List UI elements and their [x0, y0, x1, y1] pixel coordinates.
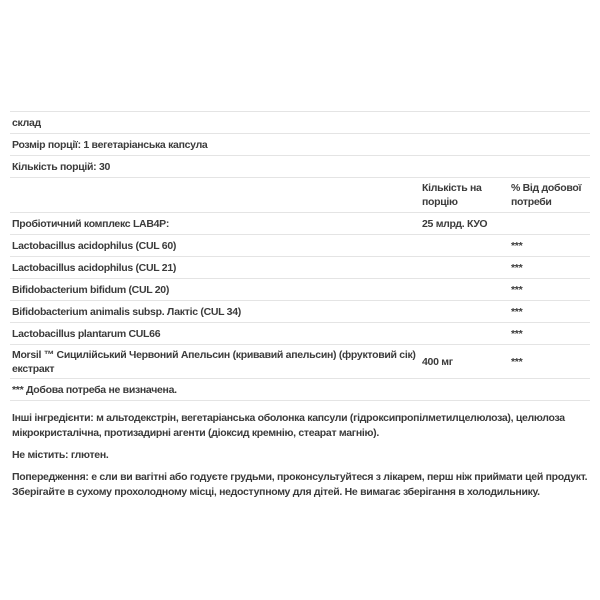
- nutrient-row: [10, 235, 590, 257]
- nutrient-dv: ***: [511, 327, 523, 340]
- table-row-serving-size: [10, 134, 590, 156]
- table-row-composition: [10, 112, 590, 134]
- nutrient-row: [10, 213, 590, 235]
- table-footnote-row: [10, 379, 590, 401]
- nutrient-dv: ***: [511, 355, 523, 368]
- does-not-contain-text: Не містить: глютен.: [12, 449, 109, 461]
- nutrient-dv: ***: [511, 283, 523, 296]
- nutrient-amount: 400 мг: [422, 355, 453, 368]
- nutrient-dv: ***: [511, 239, 523, 252]
- nutrient-row: [10, 345, 590, 379]
- nutrient-name: Bifidobacterium bifidum (CUL 20): [12, 283, 170, 296]
- additional-info: [10, 411, 590, 500]
- table-header-row: [10, 178, 590, 213]
- nutrient-row: [10, 323, 590, 345]
- nutrient-dv: ***: [511, 261, 523, 274]
- composition-label: склад: [12, 116, 41, 129]
- serving-size-label: Розмір порції: 1 вегетаріанська капсула: [12, 138, 208, 151]
- warnings-text: Попередження: е сли ви вагітні або годуєте грудьми, проконсультуйтеся з лікарем, перш ніж приймати цей продукт. Зберігайте в сухому прохолодному місці, недоступному для дітей. Не вимагає зберігання в холодильнику.: [12, 471, 588, 498]
- servings-per-container-label: Кількість порцій: 30: [12, 160, 111, 173]
- supplement-facts-section: [10, 111, 590, 507]
- nutrient-name: Bifidobacterium animalis subsp. Лактіс (CUL 34): [12, 305, 241, 318]
- table-row-servings-per-container: [10, 156, 590, 178]
- supplement-facts-table: [10, 111, 590, 401]
- nutrient-name: Lactobacillus acidophilus (CUL 60): [12, 239, 177, 252]
- header-amount-per-serving: Кількість на порцію: [422, 182, 482, 208]
- nutrient-row: [10, 279, 590, 301]
- nutrient-name: Morsil ™ Сицилійський Червоний Апельсин (кривавий апельсин) (фруктовий сік) екстракт: [12, 348, 416, 375]
- nutrient-row: [10, 301, 590, 323]
- nutrient-row: [10, 257, 590, 279]
- nutrient-name: Пробіотичний комплекс LAB4P:: [12, 217, 170, 230]
- header-daily-value: % Від добової потреби: [511, 182, 582, 208]
- nutrient-name: Lactobacillus plantarum CUL66: [12, 327, 161, 340]
- nutrient-name: Lactobacillus acidophilus (CUL 21): [12, 261, 177, 274]
- nutrient-amount: 25 млрд. КУО: [422, 217, 488, 230]
- daily-value-footnote: *** Добова потреба не визначена.: [12, 383, 177, 396]
- nutrient-dv: ***: [511, 305, 523, 318]
- other-ingredients-text: Інші інгредієнти: м альтодекстрін, вегетаріанська оболонка капсули (гідроксипропілметилцелюлоза), целюлоза мікрокристалічна, протизадирні агенти (діоксид кремнію, стеарат магнію).: [12, 412, 565, 439]
